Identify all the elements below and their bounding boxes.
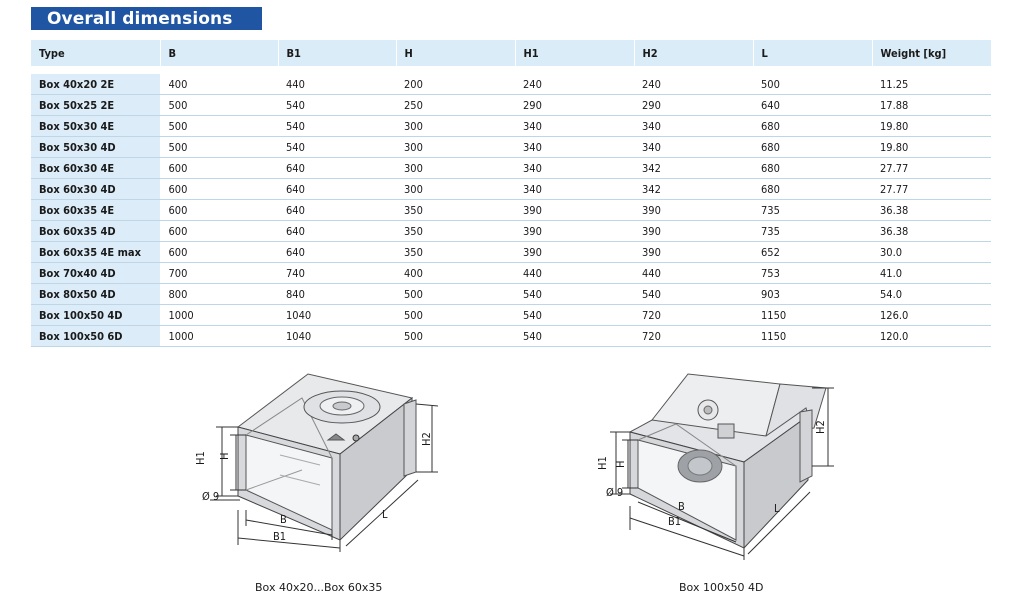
value-cell: 390 xyxy=(515,221,634,242)
value-cell: 390 xyxy=(634,242,753,263)
type-cell: Box 60x30 4D xyxy=(31,179,160,200)
value-cell: 390 xyxy=(515,242,634,263)
value-cell: 640 xyxy=(753,95,872,116)
value-cell: 17.88 xyxy=(872,95,991,116)
type-cell: Box 60x30 4E xyxy=(31,158,160,179)
label-h: H xyxy=(614,460,627,468)
value-cell: 240 xyxy=(515,74,634,95)
value-cell: 700 xyxy=(160,263,278,284)
value-cell: 340 xyxy=(515,158,634,179)
table-row xyxy=(31,263,991,284)
value-cell: 340 xyxy=(634,137,753,158)
value-cell: 680 xyxy=(753,179,872,200)
value-cell: 652 xyxy=(753,242,872,263)
column-header: H1 xyxy=(515,40,634,66)
type-cell: Box 40x20 2E xyxy=(31,74,160,95)
label-hole-diameter: Ø 9 xyxy=(606,486,624,499)
value-cell: 640 xyxy=(278,242,396,263)
value-cell: 120.0 xyxy=(872,326,991,347)
type-cell: Box 60x35 4D xyxy=(31,221,160,242)
value-cell: 540 xyxy=(634,284,753,305)
table-row xyxy=(31,305,991,326)
value-cell: 300 xyxy=(396,158,515,179)
value-cell: 300 xyxy=(396,116,515,137)
value-cell: 340 xyxy=(515,179,634,200)
value-cell: 1150 xyxy=(753,326,872,347)
value-cell: 350 xyxy=(396,221,515,242)
value-cell: 640 xyxy=(278,221,396,242)
label-h1: H1 xyxy=(596,456,609,470)
value-cell: 540 xyxy=(278,95,396,116)
caption-box-small: Box 40x20...Box 60x35 xyxy=(255,581,383,594)
type-cell: Box 100x50 6D xyxy=(31,326,160,347)
value-cell: 41.0 xyxy=(872,263,991,284)
label-b1: B1 xyxy=(668,515,682,528)
column-header: H xyxy=(396,40,515,66)
value-cell: 720 xyxy=(634,305,753,326)
value-cell: 340 xyxy=(634,116,753,137)
type-cell: Box 50x30 4E xyxy=(31,116,160,137)
value-cell: 300 xyxy=(396,179,515,200)
label-l: L xyxy=(774,502,780,515)
value-cell: 390 xyxy=(634,200,753,221)
value-cell: 500 xyxy=(396,305,515,326)
table-row xyxy=(31,74,991,95)
value-cell: 440 xyxy=(278,74,396,95)
value-cell: 36.38 xyxy=(872,200,991,221)
table-row xyxy=(31,116,991,137)
value-cell: 500 xyxy=(160,95,278,116)
label-l: L xyxy=(382,508,388,521)
value-cell: 390 xyxy=(515,200,634,221)
value-cell: 390 xyxy=(634,221,753,242)
value-cell: 600 xyxy=(160,200,278,221)
label-h1: H1 xyxy=(194,451,207,465)
value-cell: 36.38 xyxy=(872,221,991,242)
column-header: Type xyxy=(31,40,160,66)
label-h2: H2 xyxy=(814,420,827,434)
value-cell: 540 xyxy=(515,284,634,305)
column-header: Weight [kg] xyxy=(872,40,991,66)
value-cell: 735 xyxy=(753,200,872,221)
value-cell: 753 xyxy=(753,263,872,284)
value-cell: 540 xyxy=(278,116,396,137)
value-cell: 126.0 xyxy=(872,305,991,326)
table-row xyxy=(31,95,991,116)
value-cell: 600 xyxy=(160,221,278,242)
table-row xyxy=(31,200,991,221)
value-cell: 11.25 xyxy=(872,74,991,95)
value-cell: 250 xyxy=(396,95,515,116)
value-cell: 680 xyxy=(753,158,872,179)
value-cell: 340 xyxy=(515,137,634,158)
table-row xyxy=(31,179,991,200)
value-cell: 600 xyxy=(160,179,278,200)
value-cell: 735 xyxy=(753,221,872,242)
value-cell: 342 xyxy=(634,179,753,200)
value-cell: 400 xyxy=(160,74,278,95)
value-cell: 640 xyxy=(278,200,396,221)
type-cell: Box 70x40 4D xyxy=(31,263,160,284)
value-cell: 500 xyxy=(396,284,515,305)
value-cell: 342 xyxy=(634,158,753,179)
value-cell: 27.77 xyxy=(872,179,991,200)
value-cell: 840 xyxy=(278,284,396,305)
value-cell: 903 xyxy=(753,284,872,305)
table-spacer xyxy=(31,66,991,74)
label-b1: B1 xyxy=(273,530,287,543)
type-cell: Box 50x25 2E xyxy=(31,95,160,116)
value-cell: 540 xyxy=(515,326,634,347)
value-cell: 680 xyxy=(753,137,872,158)
value-cell: 640 xyxy=(278,179,396,200)
value-cell: 500 xyxy=(753,74,872,95)
section-title: Overall dimensions xyxy=(47,9,233,29)
column-header: B1 xyxy=(278,40,396,66)
value-cell: 400 xyxy=(396,263,515,284)
value-cell: 800 xyxy=(160,284,278,305)
value-cell: 440 xyxy=(515,263,634,284)
value-cell: 1000 xyxy=(160,326,278,347)
value-cell: 340 xyxy=(515,116,634,137)
value-cell: 240 xyxy=(634,74,753,95)
value-cell: 500 xyxy=(160,137,278,158)
value-cell: 640 xyxy=(278,158,396,179)
section-title-bar xyxy=(31,7,262,30)
value-cell: 540 xyxy=(515,305,634,326)
label-hole-diameter: Ø 9 xyxy=(202,490,220,503)
type-cell: Box 60x35 4E max xyxy=(31,242,160,263)
table-header-row xyxy=(31,40,991,66)
value-cell: 30.0 xyxy=(872,242,991,263)
table-row xyxy=(31,284,991,305)
value-cell: 290 xyxy=(515,95,634,116)
drawing-box-small xyxy=(180,360,470,580)
column-header: L xyxy=(753,40,872,66)
value-cell: 19.80 xyxy=(872,116,991,137)
value-cell: 27.77 xyxy=(872,158,991,179)
table-row xyxy=(31,158,991,179)
value-cell: 1040 xyxy=(278,305,396,326)
table-row xyxy=(31,242,991,263)
value-cell: 680 xyxy=(753,116,872,137)
value-cell: 440 xyxy=(634,263,753,284)
label-b: B xyxy=(280,513,287,526)
type-cell: Box 50x30 4D xyxy=(31,137,160,158)
dimensions-table xyxy=(31,40,991,347)
type-cell: Box 60x35 4E xyxy=(31,200,160,221)
type-cell: Box 100x50 4D xyxy=(31,305,160,326)
column-header: B xyxy=(160,40,278,66)
value-cell: 720 xyxy=(634,326,753,347)
value-cell: 500 xyxy=(160,116,278,137)
drawing-box-large xyxy=(596,370,846,570)
label-h2: H2 xyxy=(420,432,433,446)
caption-box-large: Box 100x50 4D xyxy=(679,581,764,594)
value-cell: 200 xyxy=(396,74,515,95)
value-cell: 600 xyxy=(160,242,278,263)
value-cell: 1000 xyxy=(160,305,278,326)
value-cell: 350 xyxy=(396,200,515,221)
value-cell: 54.0 xyxy=(872,284,991,305)
value-cell: 540 xyxy=(278,137,396,158)
value-cell: 500 xyxy=(396,326,515,347)
value-cell: 740 xyxy=(278,263,396,284)
value-cell: 300 xyxy=(396,137,515,158)
value-cell: 290 xyxy=(634,95,753,116)
value-cell: 19.80 xyxy=(872,137,991,158)
type-cell: Box 80x50 4D xyxy=(31,284,160,305)
value-cell: 600 xyxy=(160,158,278,179)
table-body xyxy=(31,66,991,347)
value-cell: 1150 xyxy=(753,305,872,326)
label-h: H xyxy=(218,452,231,460)
table-row xyxy=(31,137,991,158)
table-row xyxy=(31,326,991,347)
label-b: B xyxy=(678,500,685,513)
column-header: H2 xyxy=(634,40,753,66)
value-cell: 350 xyxy=(396,242,515,263)
value-cell: 1040 xyxy=(278,326,396,347)
table-row xyxy=(31,221,991,242)
